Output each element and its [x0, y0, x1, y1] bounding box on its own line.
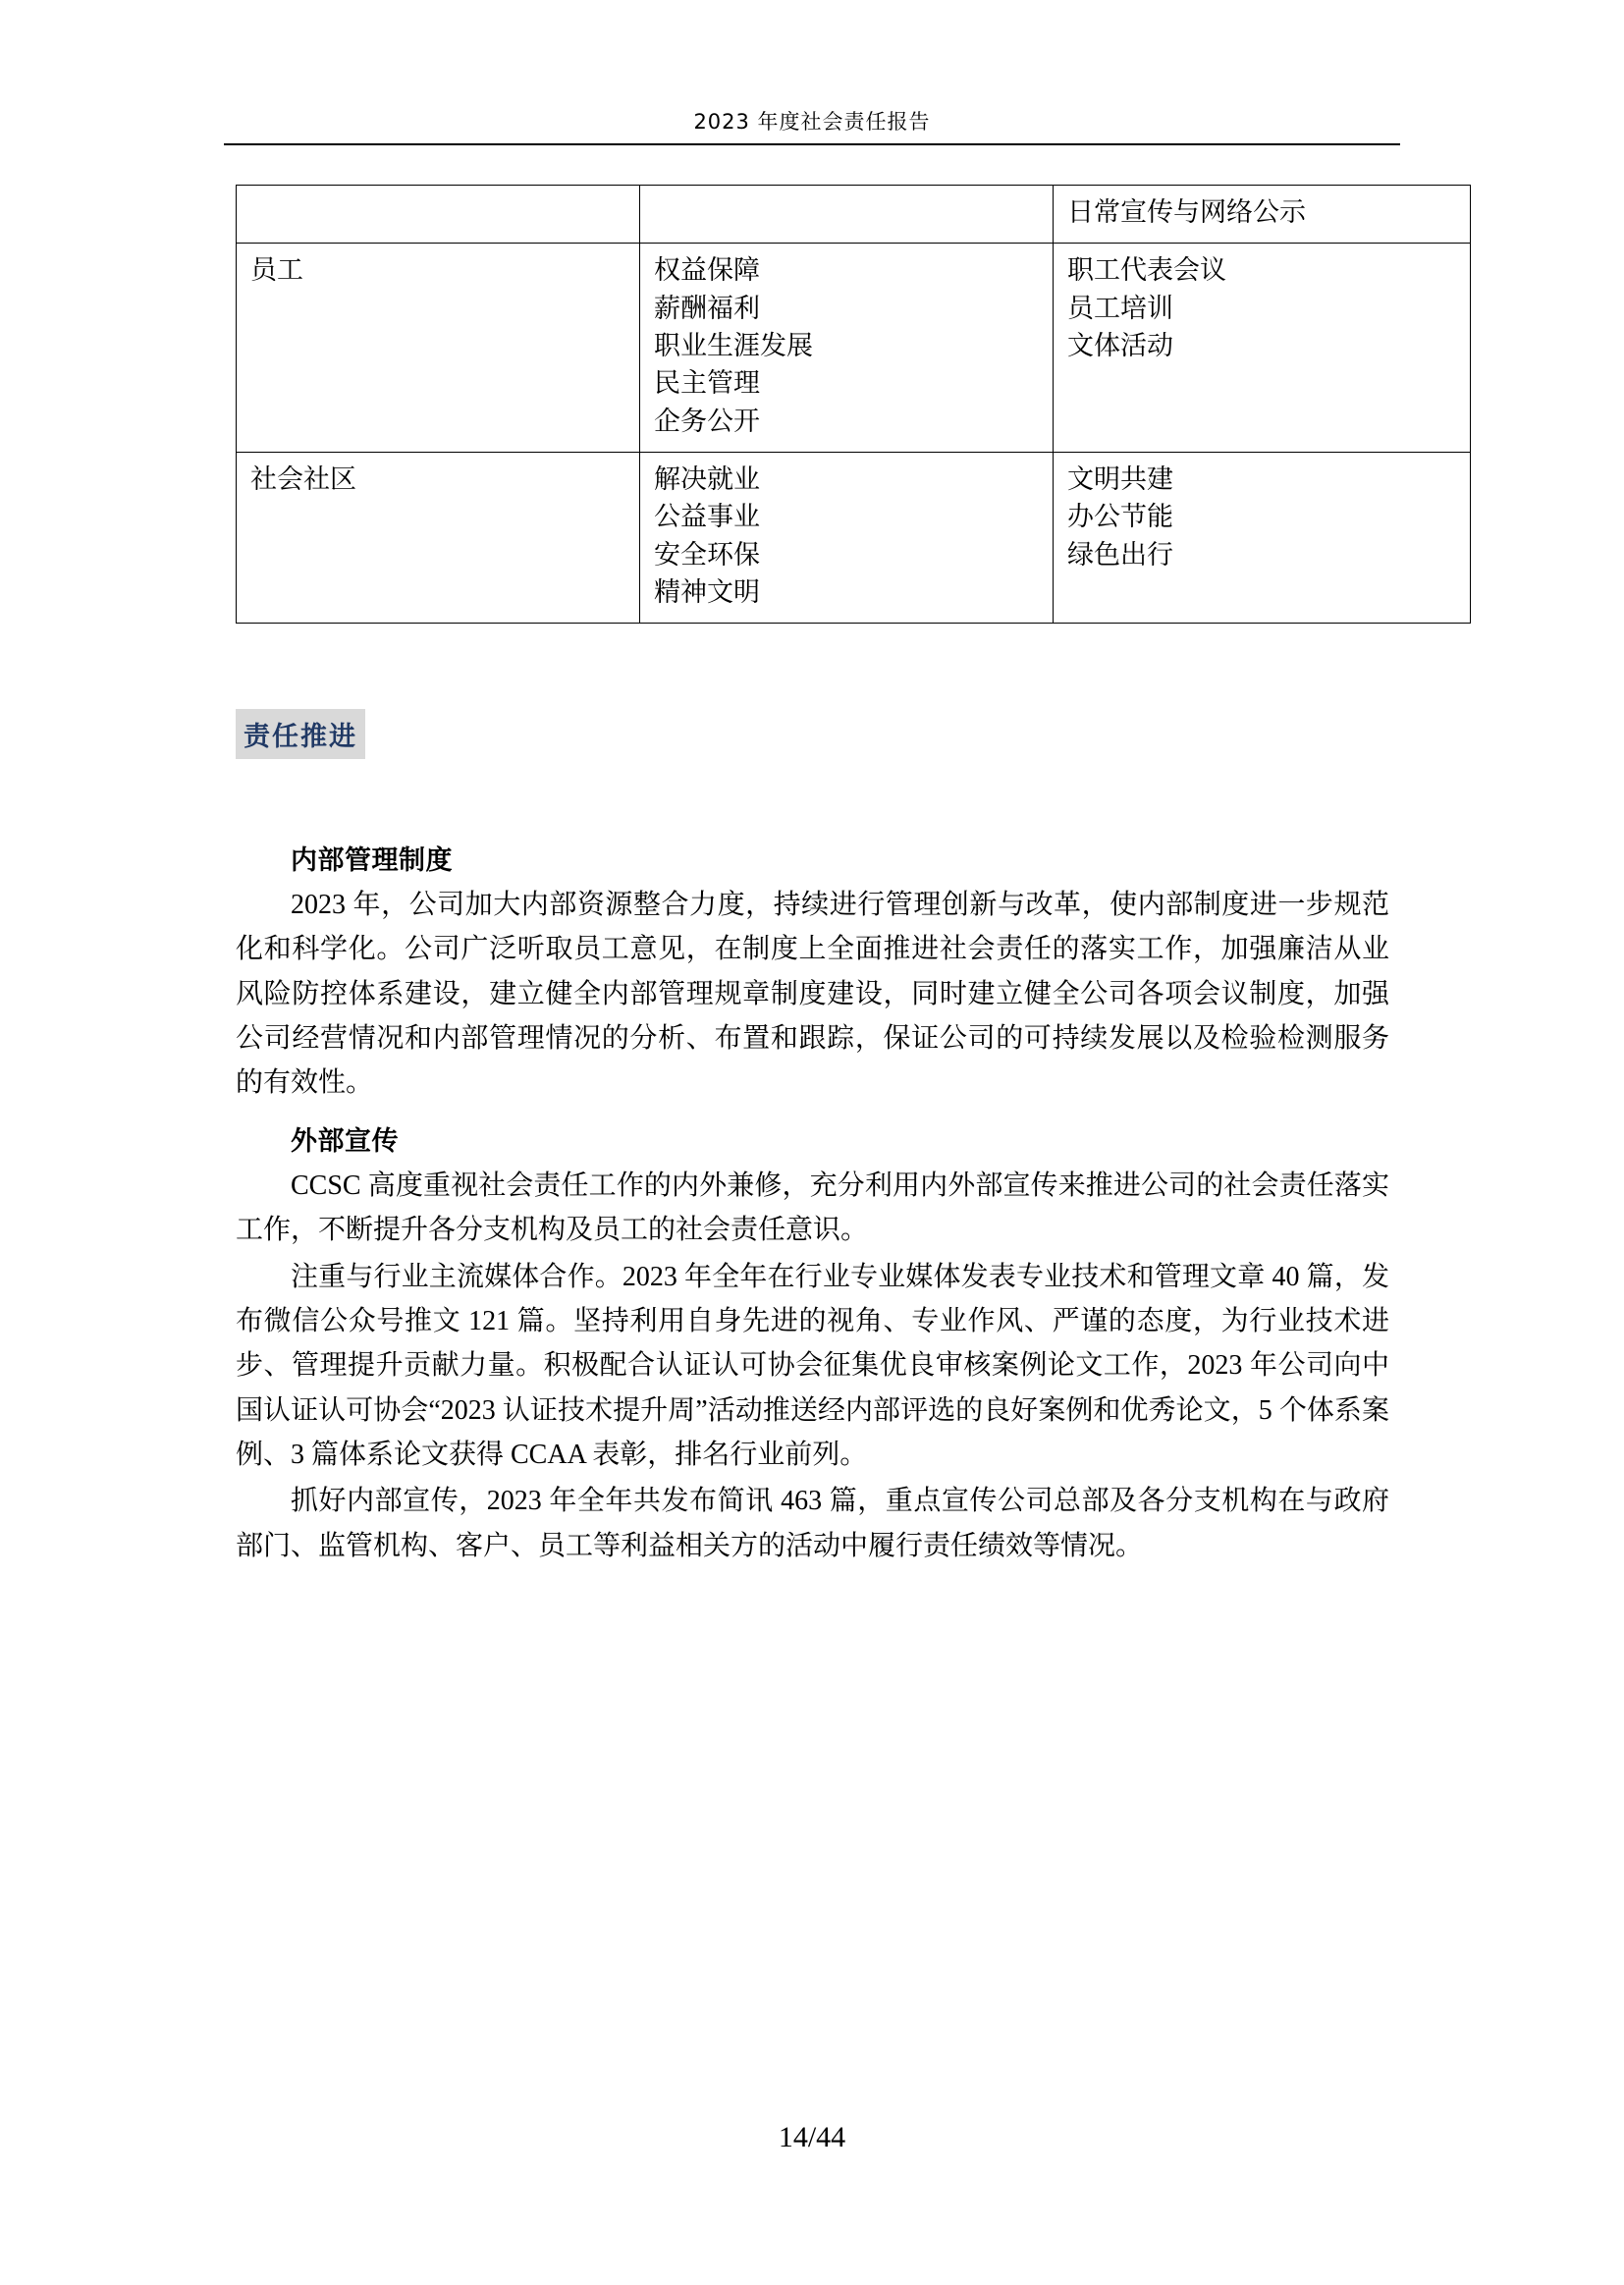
subsection-heading-external-publicity: 外部宣传	[291, 1125, 399, 1157]
cell-line: 日常宣传与网络公示	[1067, 197, 1306, 227]
cell-line: 社会社区	[250, 463, 356, 494]
cell-line: 办公节能	[1067, 502, 1173, 532]
cell-line: 薪酬福利	[654, 293, 760, 323]
page-body	[236, 825, 1389, 1568]
table-cell-stakeholder	[237, 186, 640, 244]
cell-line: 精神文明	[654, 576, 760, 607]
cell-line: 公益事业	[654, 502, 760, 532]
table-cell-actions	[1054, 186, 1471, 244]
table-cell-topics	[640, 244, 1054, 453]
cell-line: 民主管理	[654, 368, 760, 399]
responsibility-table	[236, 185, 1471, 624]
running-title: 2023 年度社会责任报告	[693, 110, 931, 134]
table-cell-topics	[640, 452, 1054, 623]
table-row	[237, 452, 1471, 623]
responsibility-table-container	[236, 185, 1384, 624]
cell-line: 企务公开	[654, 406, 760, 436]
table-cell-actions	[1054, 452, 1471, 623]
header-divider	[224, 143, 1400, 145]
cell-line: 绿色出行	[1067, 539, 1173, 570]
cell-line: 文明共建	[1067, 463, 1173, 494]
cell-line: 职业生涯发展	[654, 330, 813, 360]
cell-line: 文体活动	[1067, 330, 1173, 360]
cell-line: 安全环保	[654, 539, 760, 570]
paragraph-internal-management: 2023 年，公司加大内部资源整合力度，持续进行管理创新与改革，使内部制度进一步规范化和科学化。公司广泛听取员工意见，在制度上全面推进社会责任的落实工作，加强廉洁从业风险防控体系建设，建立健全内部管理规章制度建设，同时建立健全公司各项会议制度，加强公司经营情况和内部管理情况的分析、布置和跟踪，保证公司的可持续发展以及检验检测服务的有效性。	[236, 890, 1389, 1099]
paragraph-external-publicity-2: 注重与行业主流媒体合作。2023 年全年在行业专业媒体发表专业技术和管理文章 40 篇，发布微信公众号推文 121 篇。坚持利用自身先进的视角、专业作风、严谨的态度，为行业技术进步、管理提升贡献力量。积极配合认证认可协会征集优良审核案例论文工作，2023 年公司向中国认证认可协会“2023 认证技术提升周”活动推送经内部评选的良好案例和优秀论文，5 个体系案例、3 篇体系论文获得 CCAA 表彰，排名行业前列。	[236, 1261, 1389, 1470]
cell-line: 员工	[250, 255, 303, 286]
cell-line: 解决就业	[654, 463, 760, 494]
table-cell-actions	[1054, 244, 1471, 453]
page-header	[224, 106, 1400, 136]
section-heading: 责任推进	[236, 709, 365, 759]
table-row	[237, 244, 1471, 453]
subsection-heading-internal-management: 内部管理制度	[291, 845, 453, 876]
table-row	[237, 186, 1471, 244]
table-cell-stakeholder	[237, 244, 640, 453]
paragraph-external-publicity-1: CCSC 高度重视社会责任工作的内外兼修，充分利用内外部宣传来推进公司的社会责任落实工作，不断提升各分支机构及员工的社会责任意识。	[236, 1170, 1389, 1246]
cell-line: 权益保障	[654, 255, 760, 286]
cell-line: 职工代表会议	[1067, 255, 1226, 286]
table-cell-stakeholder	[237, 452, 640, 623]
cell-line: 员工培训	[1067, 293, 1173, 323]
paragraph-external-publicity-3: 抓好内部宣传，2023 年全年共发布简讯 463 篇，重点宣传公司总部及各分支机构在与政府部门、监管机构、客户、员工等利益相关方的活动中履行责任绩效等情况。	[236, 1486, 1389, 1561]
table-cell-topics	[640, 186, 1054, 244]
page-number: 14/44	[778, 2121, 846, 2153]
